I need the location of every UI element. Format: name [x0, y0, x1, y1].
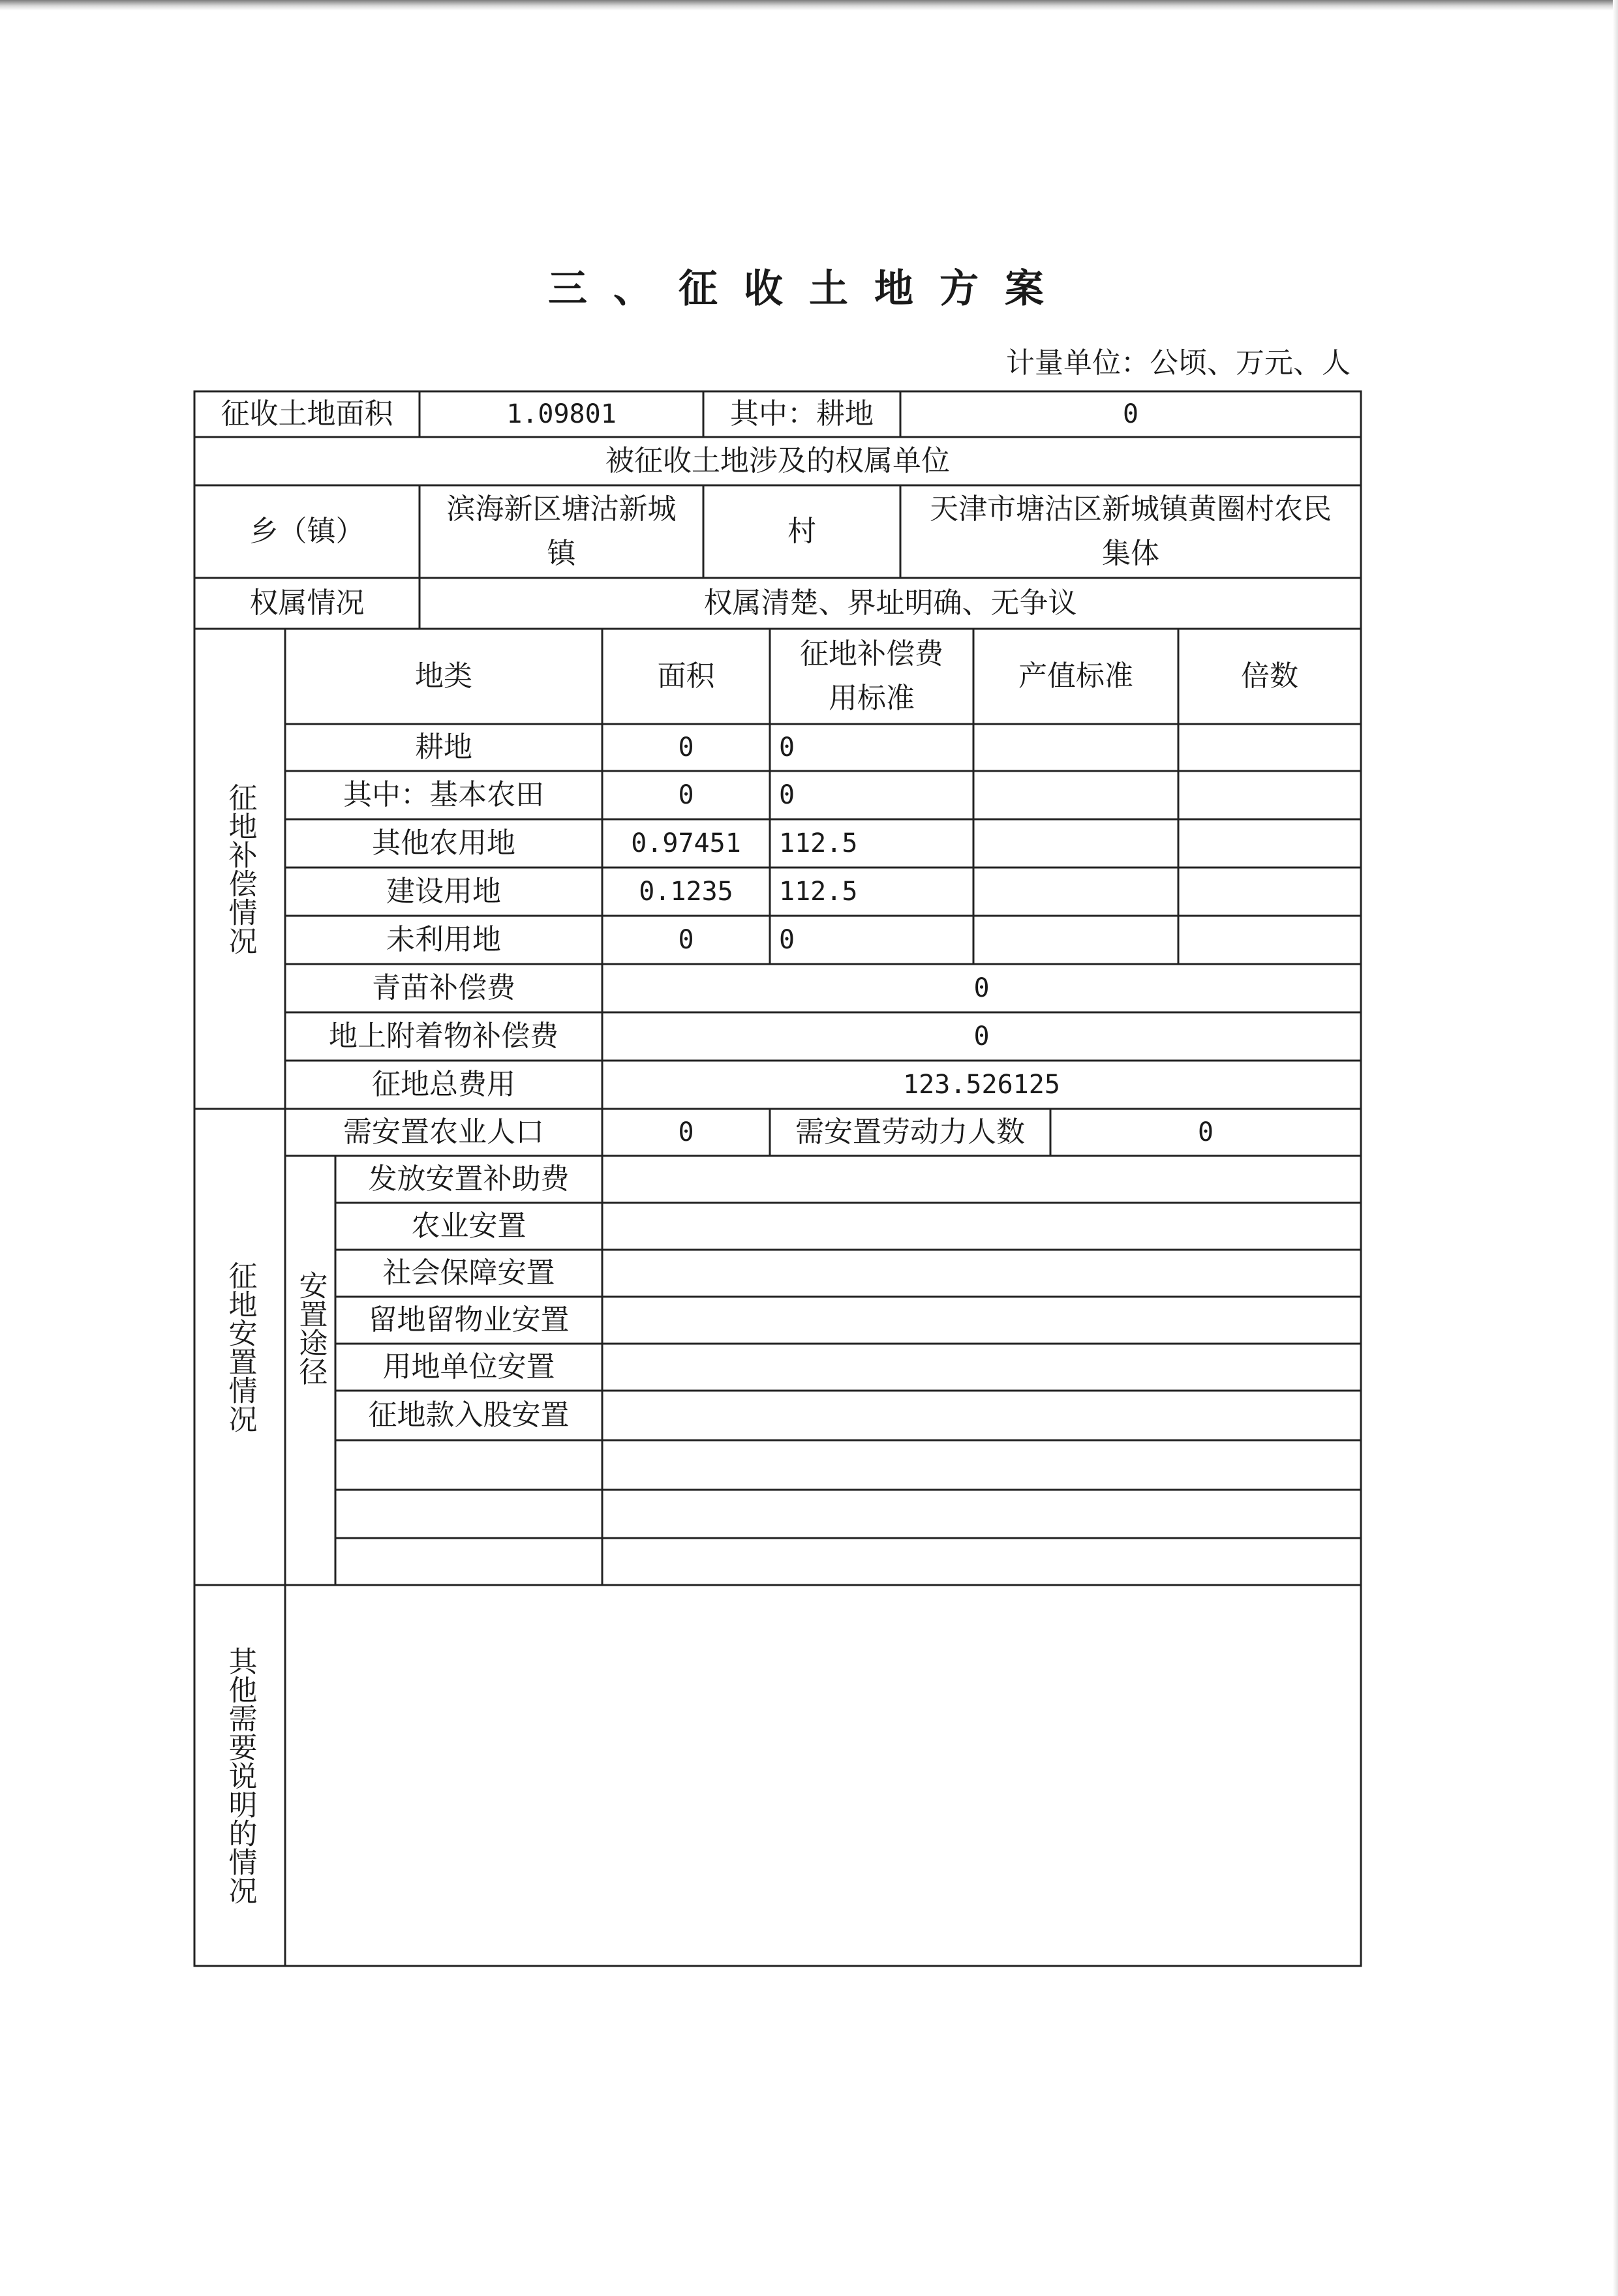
agri-pop-value: 0 — [678, 1117, 694, 1147]
way-item: 农业安置 — [411, 1209, 527, 1243]
comp-header-standard: 征地补偿费用标准 — [800, 637, 943, 715]
comp-header-area: 面积 — [657, 659, 715, 693]
other-label: 其他需要说明的情况 — [223, 1646, 257, 1905]
comp-row-type: 未利用地 — [386, 923, 501, 956]
comp-section-label: 征地补偿情况 — [223, 783, 257, 955]
total-value: 123.526125 — [903, 1070, 1060, 1100]
comp-row-area: 0.1235 — [639, 877, 733, 907]
agri-pop-label: 需安置农业人口 — [343, 1115, 544, 1149]
attach-value: 0 — [973, 1021, 990, 1051]
of-which-label: 其中：耕地 — [730, 397, 874, 430]
comp-row-area: 0 — [678, 780, 694, 810]
comp-row-standard: 0 — [779, 925, 795, 955]
village-label: 村 — [787, 515, 816, 548]
seedling-value: 0 — [973, 973, 990, 1003]
ways-label: 安置途径 — [294, 1271, 328, 1385]
comp-row-standard: 112.5 — [779, 828, 858, 858]
labor-label: 需安置劳动力人数 — [795, 1115, 1025, 1149]
village-value: 天津市塘沽区新城镇黄圈村农民集体 — [930, 492, 1332, 570]
ownership-value: 权属清楚、界址明确、无争议 — [703, 586, 1077, 620]
total-label: 征地总费用 — [372, 1068, 515, 1101]
comp-row-standard: 0 — [779, 780, 795, 810]
town-value: 滨海新区塘沽新城镇 — [446, 492, 677, 570]
comp-row-area: 0 — [678, 925, 694, 955]
comp-row-type: 建设用地 — [386, 875, 501, 908]
comp-row-standard: 112.5 — [779, 877, 858, 907]
comp-row-area: 0 — [678, 733, 694, 763]
labor-value: 0 — [1197, 1117, 1214, 1147]
comp-row-area: 0.97451 — [631, 828, 741, 858]
page-title: 三、征收土地方案 — [548, 266, 1070, 312]
unit-note: 计量单位：公顷、万元、人 — [1006, 346, 1351, 380]
area-label: 征收土地面积 — [221, 397, 393, 430]
way-item: 征地款入股安置 — [368, 1398, 570, 1432]
way-item: 用地单位安置 — [382, 1350, 555, 1383]
comp-row-standard: 0 — [779, 733, 795, 763]
comp-header-type: 地类 — [415, 659, 472, 693]
comp-header-output: 产值标准 — [1018, 659, 1133, 693]
resettle-section-label: 征地安置情况 — [223, 1261, 257, 1433]
area-value: 1.09801 — [506, 399, 617, 429]
ownership-label: 权属情况 — [249, 586, 365, 620]
comp-header-multiple: 倍数 — [1241, 659, 1298, 693]
way-item: 社会保障安置 — [382, 1256, 555, 1290]
of-which-value: 0 — [1122, 399, 1139, 429]
town-label: 乡（镇） — [249, 515, 365, 548]
attach-label: 地上附着物补偿费 — [329, 1020, 558, 1053]
way-item: 发放安置补助费 — [368, 1162, 570, 1196]
owner-header: 被征收土地涉及的权属单位 — [605, 444, 950, 477]
comp-row-type: 其他农用地 — [372, 826, 515, 860]
way-item: 留地留物业安置 — [368, 1303, 570, 1337]
comp-row-type: 其中：基本农田 — [343, 778, 544, 811]
comp-row-type: 耕地 — [415, 731, 472, 764]
seedling-label: 青苗补偿费 — [372, 971, 515, 1004]
